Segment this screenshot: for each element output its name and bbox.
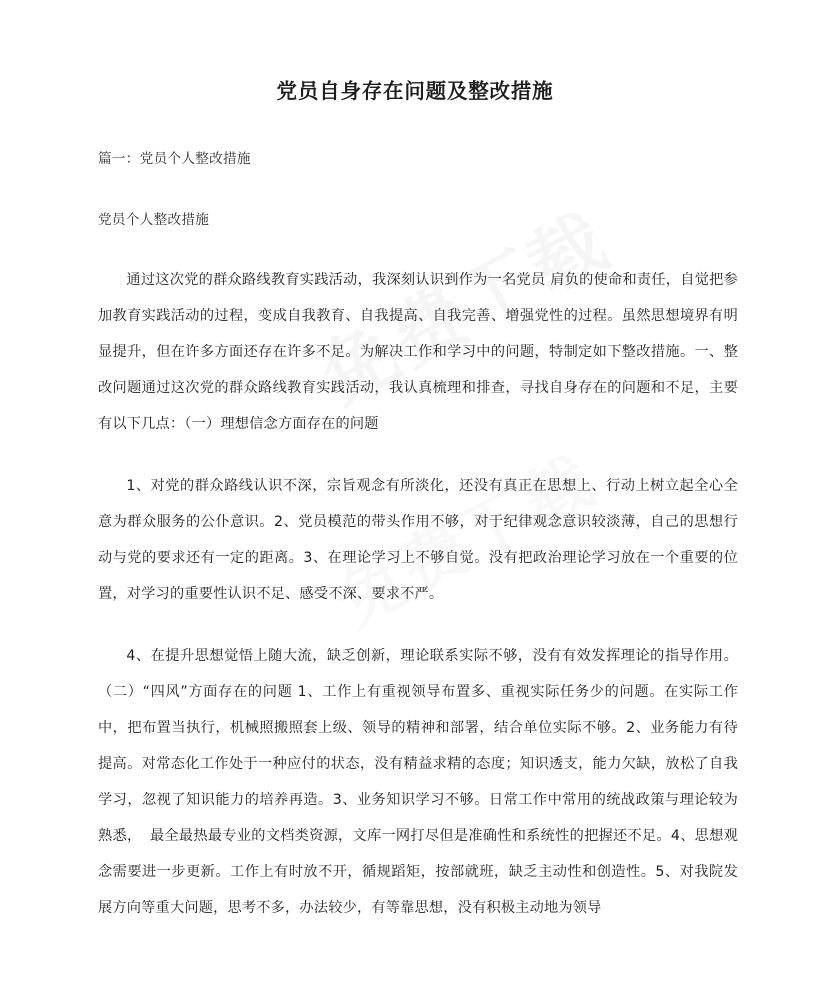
paragraph-3 <box>98 638 738 926</box>
paragraph-3-text-after: 但是准确性和系统性的把握还不足。4、思想观念需要进一步更新。工作上有时放不开，循规蹈矩，按部就班，缺乏主动性和创造性。5、对我院发展方向等重大问题，思考不多，办法较少，有等靠思想，没有积极主动地为领导 <box>98 828 738 916</box>
paragraph-1: 通过这次党的群众路线教育实践活动，我深刻认识到作为一名党员 肩负的使命和责任，自觉把参加教育实践活动的过程，变成自我教育、自我提高、自我完善、增强党性的过程。虽然思想境界有明显提升，但在许多方面还存在许多不足。为解决工作和学习中的问题，特制定如下整改措施。一、整改问题通过这次党的群众路线教育实践活动，我认真梳理和排查，寻找自身存在的问题和不足，主要有以下几点：（一）理想信念方面存在的问题 <box>98 272 738 432</box>
subheading-chapter: 篇一：党员个人整改措施 <box>98 151 251 167</box>
paragraph-2: 1、对党的群众路线认识不深，宗旨观念有所淡化，还没有真正在思想上、行动上树立起全心全意为群众服务的公仆意识。2、党员模范的带头作用不够，对于纪律观念意识较淡薄，自己的思想行动与党的要求还有一定的距离。3、在理论学习上不够自觉。没有把政治理论学习放在一个重要的位置，对学习的重要性认识不足、感受不深、要求不严。 <box>98 478 738 602</box>
page-title: 党员自身存在问题及整改措施 <box>276 79 554 103</box>
subheading-section: 党员个人整改措施 <box>98 212 210 228</box>
paragraph-3-text-before: 4、在提升思想觉悟上随大流，缺乏创新，理论联系实际不够，没有有效发挥理论的指导作用。（二）“四风”方面存在的问题 1、工作上有重视领导布置多、重视实际任务少的问题。在实际工作中，把布置当执行，机械照搬照套上级、领导的精神和部署，结合单位实际不够。2、业务能力有待提高。对常态化工作处于一种应付的状态，没有精益求精的态度；知识透支，能力欠缺，放松了自我学习，忽视了知识能力的培养再造。3、业务知识学习不够。日常工作中常用的统战政策与理论较为熟悉， <box>98 648 738 844</box>
body-text-block <box>98 262 738 926</box>
inline-promo-text: 最全最热最专业的文档类资源，文库一网打尽 <box>149 828 440 844</box>
